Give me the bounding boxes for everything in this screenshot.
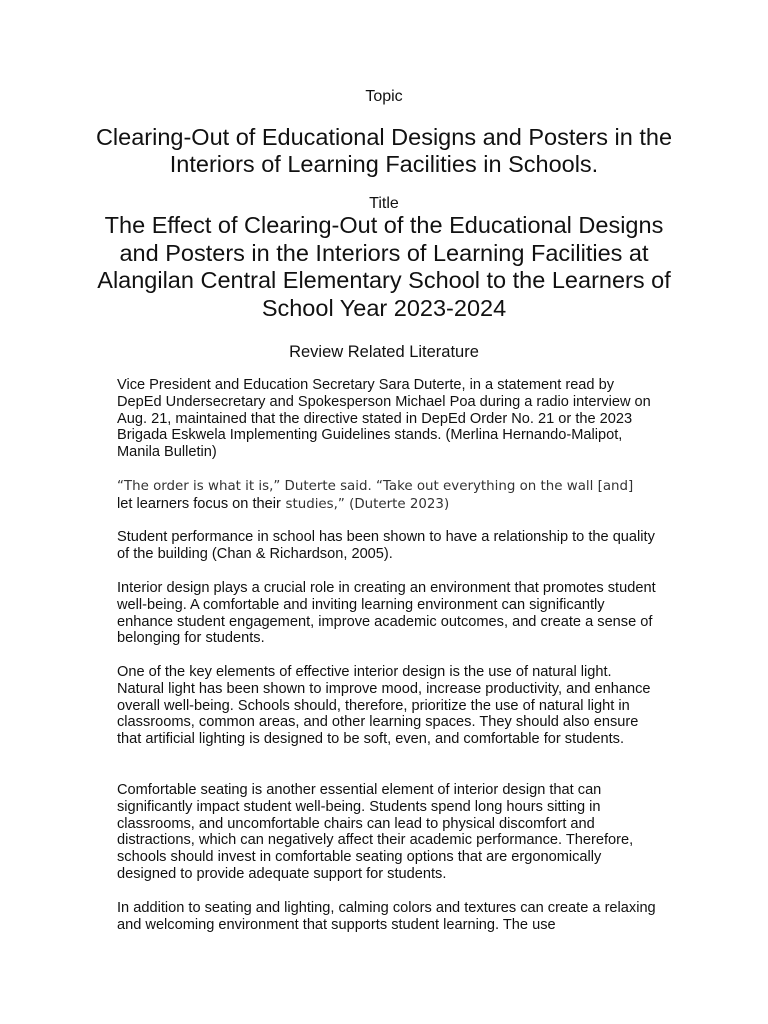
title-label: Title xyxy=(369,195,399,212)
topic-text: Clearing-Out of Educational Designs and Posters in the Interiors of Learning Facilities in Schools. xyxy=(95,124,673,177)
review-heading: Review Related Literature xyxy=(289,343,479,361)
quote-part-2: let learners focus on their xyxy=(117,495,281,512)
topic-label: Topic xyxy=(365,88,403,105)
title-text: The Effect of Clearing-Out of the Educational Designs and Posters in the Interiors of Learning Facilities at Alangilan Central Elementary School to the Learners of School Year 2023-2024 xyxy=(97,212,671,321)
duterte-quote xyxy=(117,478,657,514)
paragraph-comfortable-seating: Comfortable seating is another essential element of interior design that can significantly impact student well-being. Students spend long hours sitting in classrooms, and uncomfortable chairs can lead to physical discomfort and distractions, which can negatively affect their academic performance. Therefore, schools should invest in comfortable seating options that are ergonomically designed to provide adequate support for students. xyxy=(117,782,634,882)
paragraph-natural-light: One of the key elements of effective interior design is the use of natural light. Natural light has been shown to improve mood, increase productivity, and enhance overall well-being. Schools should, therefore, prioritize the use of natural light in classrooms, common areas, and other learning spaces. They should also ensure that artificial lighting is designed to be soft, even, and comfortable for students. xyxy=(117,664,651,748)
quote-part-3: studies,” (Duterte 2023) xyxy=(285,496,450,512)
paragraph-interior-design: Interior design plays a crucial role in creating an environment that promotes student well-being. A comfortable and inviting learning environment can significantly enhance student engagement, improve academic outcomes, and create a sense of belonging for students. xyxy=(117,580,656,647)
paragraph-colors-textures: In addition to seating and lighting, calming colors and textures can create a relaxing and welcoming environment that supports student learning. The use xyxy=(117,900,656,933)
paragraph-vp-statement: Vice President and Education Secretary Sara Duterte, in a statement read by DepEd Undersecretary and Spokesperson Michael Poa during a radio interview on Aug. 21, maintained that the directive stated in DepEd Order No. 21 or the 2023 Brigada Eskwela Implementing Guidelines stands. (Merlina Hernando-Malipot, Manila Bulletin) xyxy=(117,377,651,461)
quote-part-1: “The order is what it is,” Duterte said. “Take out everything on the wall [and] xyxy=(117,479,634,494)
paragraph-student-performance: Student performance in school has been shown to have a relationship to the quality of the building (Chan & Richardson, 2005). xyxy=(117,529,655,562)
